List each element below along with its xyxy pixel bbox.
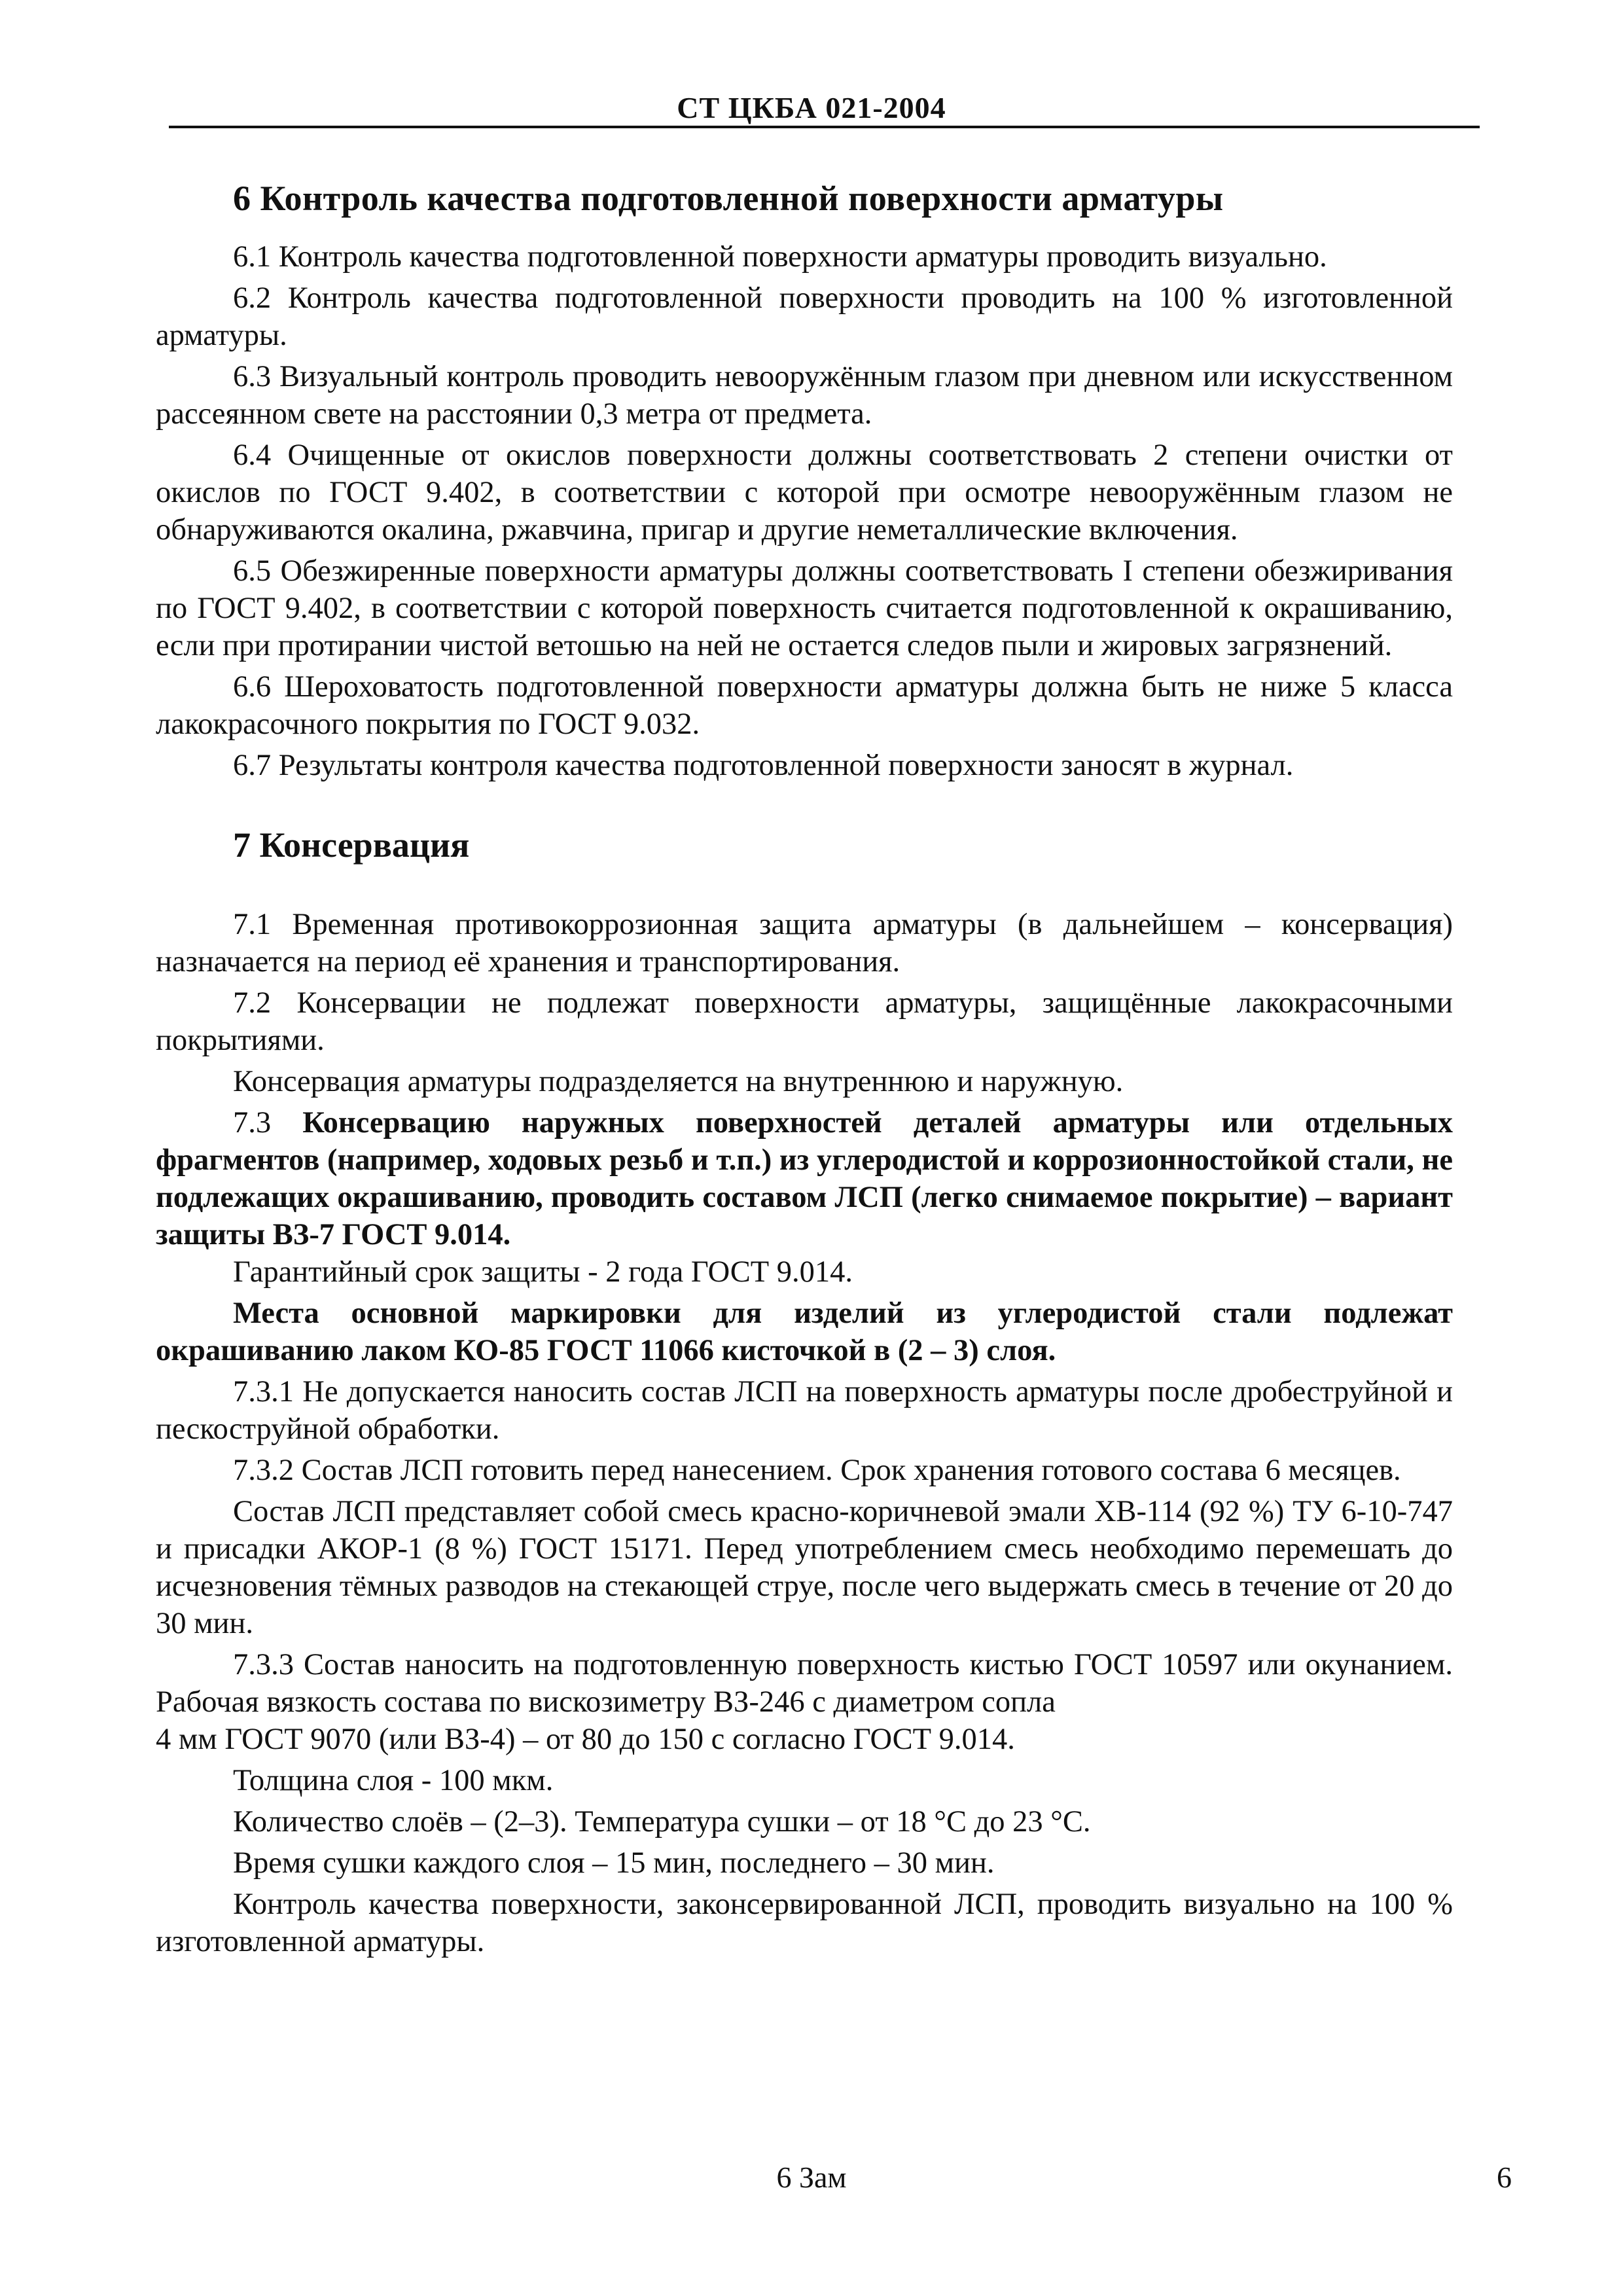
paragraph-7-3-1: 7.3.1 Не допускается наносить состав ЛСП на поверхность арматуры после дробеструйной и пескоструйной обработки. — [156, 1375, 1453, 1446]
quality-control-note: Контроль качества поверхности, законсервированной ЛСП, проводить визуально на 100 % изготовленной арматуры. — [156, 1888, 1453, 1958]
paragraph-7-2: 7.2 Консервации не подлежат поверхности арматуры, защищённые лакокрасочными покрытиями. — [156, 986, 1453, 1057]
paragraph-6-7: 6.7 Результаты контроля качества подготовленной поверхности заносят в журнал. — [233, 749, 1294, 782]
paragraph-6-1: 6.1 Контроль качества подготовленной поверхности арматуры проводить визуально. — [233, 240, 1327, 274]
layer-thickness: Толщина слоя - 100 мкм. — [233, 1764, 554, 1797]
drying-time: Время сушки каждого слоя – 15 мин, последнего – 30 мин. — [233, 1846, 995, 1880]
composition-description: Состав ЛСП представляет собой смесь красно-коричневой эмали ХВ-114 (92 %) ТУ 6-10-747 и присадки АКОР-1 (8 %) ГОСТ 15171. Перед употреблением смесь необходимо перемешать до исчезновения тёмных разводов на стекающей струе, после чего выдержать смесь в течение от 20 до 30 мин. — [156, 1495, 1453, 1640]
paragraph-6-4: 6.4 Очищенные от окислов поверхности должны соответствовать 2 степени очистки от окислов по ГОСТ 9.402, в соответствии с которой при осмотре невооружённым глазом не обнаруживаются окалина, ржавчина, пригар и другие неметаллические включения. — [156, 439, 1453, 547]
paragraph-7-3 — [156, 1104, 1453, 1253]
warranty-period: Гарантийный срок защиты - 2 года ГОСТ 9.014. — [233, 1255, 853, 1289]
standard-code-header: СТ ЦКБА 021-2004 — [677, 91, 946, 124]
page-number: 6 — [1497, 2161, 1512, 2194]
paragraph-6-3: 6.3 Визуальный контроль проводить невооружённым глазом при дневном или искусственном рассеянном свете на расстоянии 0,3 метра от предмета. — [156, 360, 1453, 431]
header-rule — [169, 126, 1480, 128]
paragraph-7-1: 7.1 Временная противокоррозионная защита арматуры (в дальнейшем – консервация) назначается на период её хранения и транспортирования. — [156, 908, 1453, 978]
paragraph-6-5: 6.5 Обезжиренные поверхности арматуры должны соответствовать I степени обезжиривания по ГОСТ 9.402, в соответствии с которой поверхность считается подготовленной к окрашиванию, если при протирании чистой ветошью на ней не остается следов пыли и жировых загрязнений. — [156, 554, 1453, 662]
section-7-heading: 7 Консервация — [233, 825, 470, 865]
revision-mark: 6 Зам — [776, 2161, 847, 2194]
document-body — [156, 177, 1453, 1960]
layers-and-temperature: Количество слоёв – (2–3). Температура сушки – от 18 °С до 23 °С. — [233, 1805, 1091, 1839]
section-6-heading: 6 Контроль качества подготовленной поверхности арматуры — [233, 179, 1224, 218]
paragraph-6-2: 6.2 Контроль качества подготовленной поверхности проводить на 100 % изготовленной арматуры. — [156, 281, 1453, 352]
paragraph-7-3-number: 7.3 — [233, 1106, 272, 1139]
paragraph-7-3-3-continued: 4 мм ГОСТ 9070 (или ВЗ-4) – от 80 до 150 с согласно ГОСТ 9.014. — [156, 1723, 1015, 1756]
paragraph-7-2-types: Консервация арматуры подразделяется на внутреннюю и наружную. — [233, 1065, 1124, 1098]
paragraph-7-3-2: 7.3.2 Состав ЛСП готовить перед нанесением. Срок хранения готового состава 6 месяцев. — [233, 1454, 1401, 1487]
paragraph-7-3-3: 7.3.3 Состав наносить на подготовленную поверхность кистью ГОСТ 10597 или окунанием. Рабочая вязкость состава по вискозиметру ВЗ-246 с диаметром сопла — [156, 1648, 1453, 1719]
marking-paint-requirement: Места основной маркировки для изделий из углеродистой стали подлежат окрашиванию лаком КО-85 ГОСТ 11066 кисточкой в (2 – 3) слоя. — [156, 1297, 1453, 1367]
paragraph-6-6: 6.6 Шероховатость подготовленной поверхности арматуры должна быть не ниже 5 класса лакокрасочного покрытия по ГОСТ 9.032. — [156, 670, 1453, 741]
paragraph-7-3-bold-text: Консервацию наружных поверхностей деталей арматуры или отдельных фрагментов (например, ходовых резьб и т.п.) из углеродистой и коррозионностойкой стали, не подлежащих окрашиванию, проводить составом ЛСП (легко снимаемое покрытие) – вариант защиты ВЗ-7 ГОСТ 9.014. — [156, 1106, 1454, 1251]
